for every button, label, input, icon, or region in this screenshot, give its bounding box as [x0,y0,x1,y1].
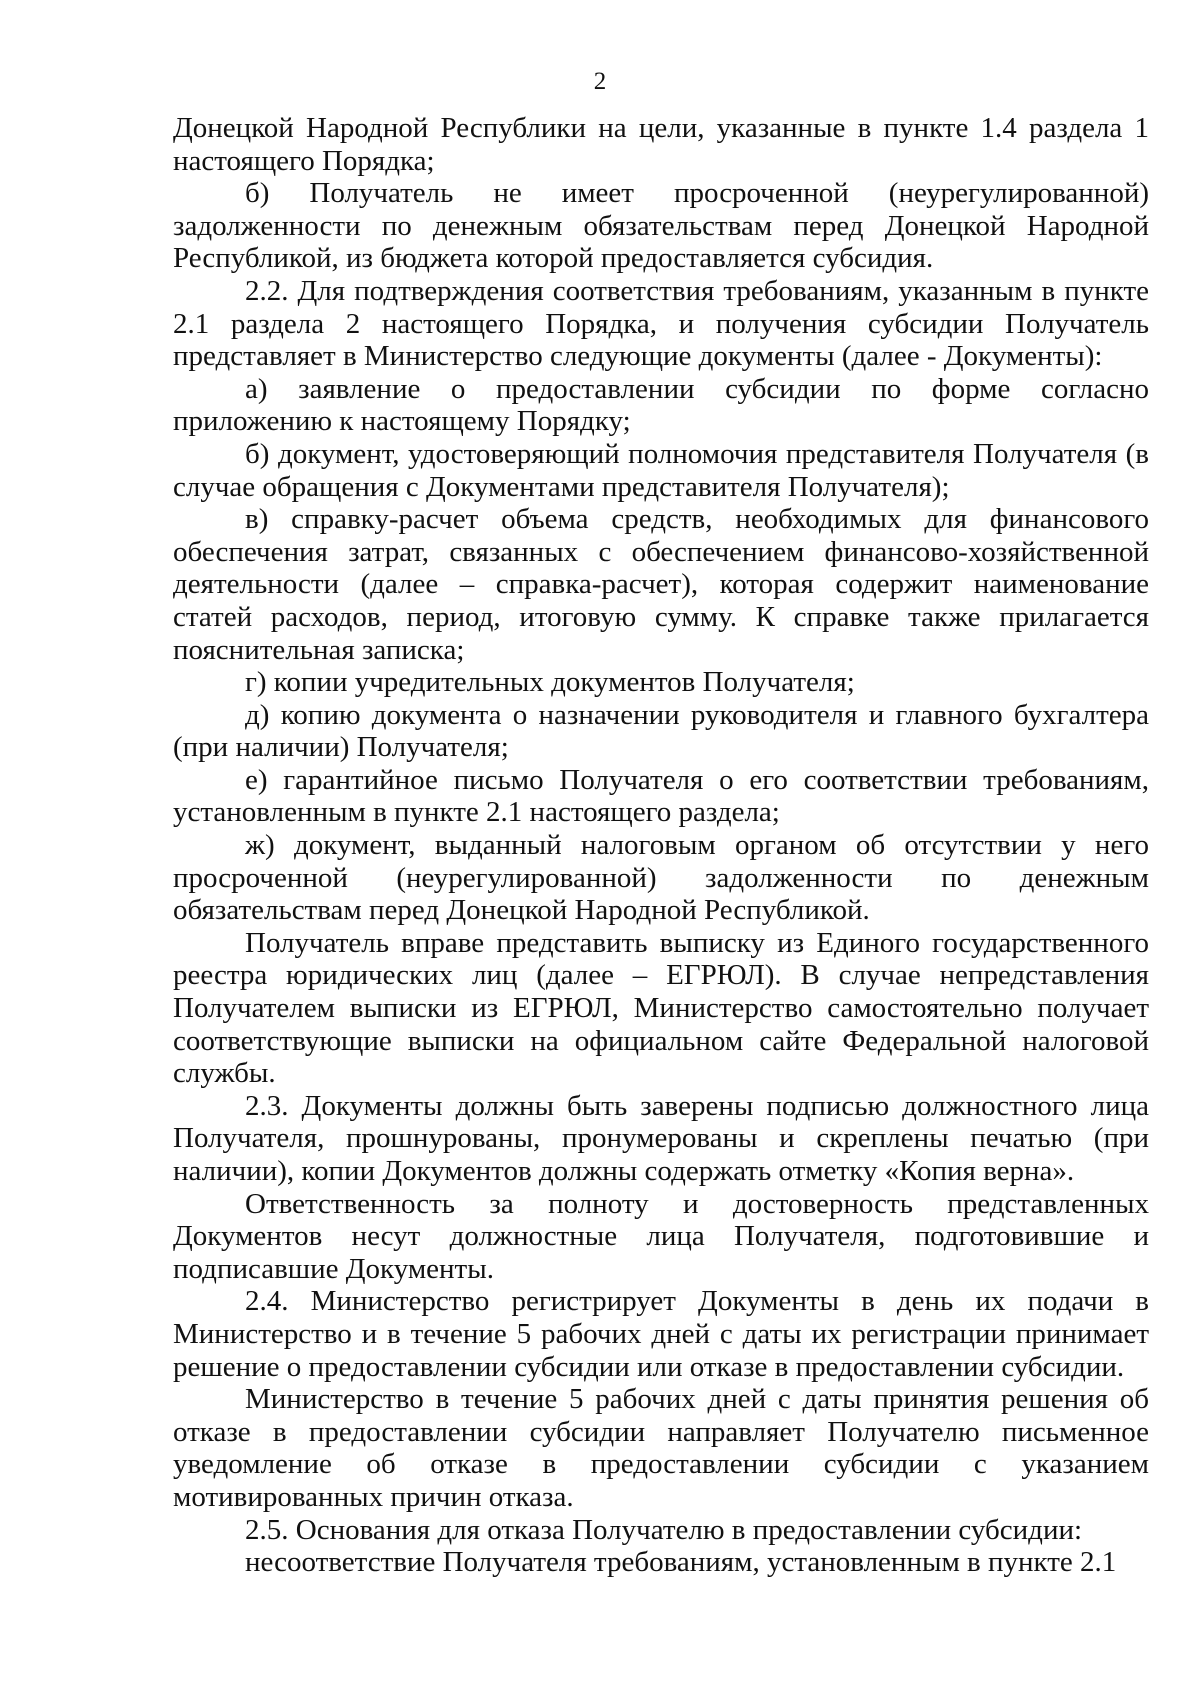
paragraph-8: д) копию документа о назначении руководителя и главного бухгалтера (при наличии) Получателя; [173,698,1149,764]
paragraph-12: 2.3. Документы должны быть заверены подписью должностного лица Получателя, прошнурованы, пронумерованы и скреплены печатью (при наличии), копии Документов должны содержать отметку «Копия верна». [173,1089,1149,1187]
paragraph-14: 2.4. Министерство регистрирует Документы в день их подачи в Министерство и в течение 5 рабочих дней с даты их регистрации принимает решение о предоставлении субсидии или отказе в предоставлении субсидии. [173,1285,1149,1383]
paragraph-17: несоответствие Получателя требованиям, установленным в пункте 2.1 [245,1546,1117,1579]
paragraph-6: в) справку-расчет объема средств, необходимых для финансового обеспечения затрат, связанных с обеспечением финансово-хозяйственной деятельности (далее – справка-расчет), которая содержит наименование статей расходов, период, итоговую сумму. К справке также прилагается пояснительная записка; [173,503,1149,666]
paragraph-13: Ответственность за полноту и достоверность представленных Документов несут должностные лица Получателя, подготовившие и подписавшие Документы. [173,1187,1149,1285]
paragraph-7: г) копии учредительных документов Получателя; [245,666,855,699]
paragraph-15: Министерство в течение 5 рабочих дней с даты принятия решения об отказе в предоставлении субсидии направляет Получателю письменное уведомление об отказе в предоставлении субсидии с указанием мотивированных причин отказа. [173,1383,1149,1513]
paragraph-10: ж) документ, выданный налоговым органом об отсутствии у него просроченной (неурегулированной) задолженности по денежным обязательствам перед Донецкой Народной Республикой. [173,829,1149,927]
paragraph-16: 2.5. Основания для отказа Получателю в предоставлении субсидии: [245,1513,1083,1546]
paragraph-1: Донецкой Народной Республики на цели, указанные в пункте 1.4 раздела 1 настоящего Порядка; [173,112,1149,177]
paragraph-4: а) заявление о предоставлении субсидии по форме согласно приложению к настоящему Порядку; [173,372,1149,438]
document-body [173,112,1149,1579]
paragraph-9: е) гарантийное письмо Получателя о его соответствии требованиям, установленным в пункте 2.1 настоящего раздела; [173,763,1149,829]
page-number: 2 [593,68,607,95]
paragraph-3: 2.2. Для подтверждения соответствия требованиям, указанным в пункте 2.1 раздела 2 настоящего Порядка, и получения субсидии Получатель представляет в Министерство следующие документы (далее - Документы): [173,274,1149,373]
paragraph-2: б) Получатель не имеет просроченной (неурегулированной) задолженности по денежным обязательствам перед Донецкой Народной Республикой, из бюджета которой предоставляется субсидия. [173,177,1149,275]
paragraph-5: б) документ, удостоверяющий полномочия представителя Получателя (в случае обращения с Документами представителя Получателя); [173,437,1149,503]
paragraph-11: Получатель вправе представить выписку из Единого государственного реестра юридических лиц (далее – ЕГРЮЛ). В случае непредставления Получателем выписки из ЕГРЮЛ, Министерство самостоятельно получает соответствующие выписки на официальном сайте Федеральной налоговой службы. [173,926,1149,1090]
